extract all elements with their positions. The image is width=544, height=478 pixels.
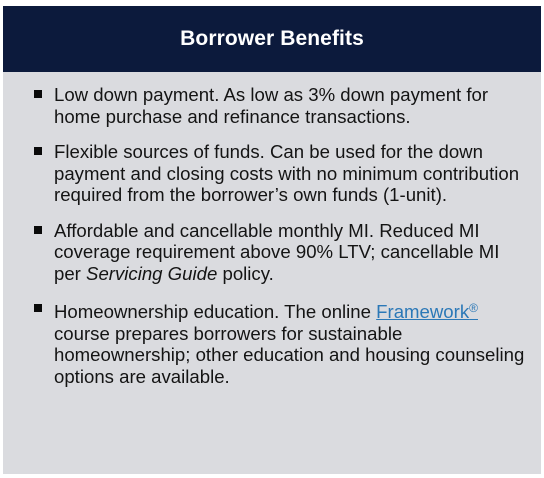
item-text-end: policy. — [217, 262, 274, 284]
item-text: Homeownership education. The online — [54, 301, 377, 322]
list-item — [3, 141, 541, 206]
card-title: Borrower Benefits — [180, 27, 364, 50]
list-item — [3, 220, 541, 285]
square-bullet-icon — [34, 90, 42, 98]
framework-link-text[interactable]: Framework — [376, 301, 470, 322]
card-header — [3, 6, 541, 72]
square-bullet-icon — [34, 147, 42, 155]
benefits-list — [3, 84, 541, 401]
item-text: Affordable and cancellable monthly MI. Reduced MI coverage requirement above 90% LTV; cancellable MI per — [54, 219, 500, 284]
square-bullet-icon — [34, 304, 42, 312]
list-item — [3, 84, 541, 127]
item-text-end: course prepares borrowers for sustainable homeownership; other education and housing counseling options are available. — [54, 322, 525, 387]
benefits-card — [3, 6, 541, 474]
registered-mark[interactable]: ® — [469, 301, 478, 315]
square-bullet-icon — [34, 226, 42, 234]
framework-link[interactable] — [376, 301, 478, 322]
item-text: Flexible sources of funds. Can be used for the down payment and closing costs with no minimum contribution required from the borrower’s own funds (1-unit). — [54, 141, 520, 205]
list-item — [3, 298, 541, 387]
servicing-guide-text: Servicing Guide — [86, 262, 218, 284]
item-text: Low down payment. As low as 3% down payment for home purchase and refinance transactions. — [54, 84, 489, 127]
